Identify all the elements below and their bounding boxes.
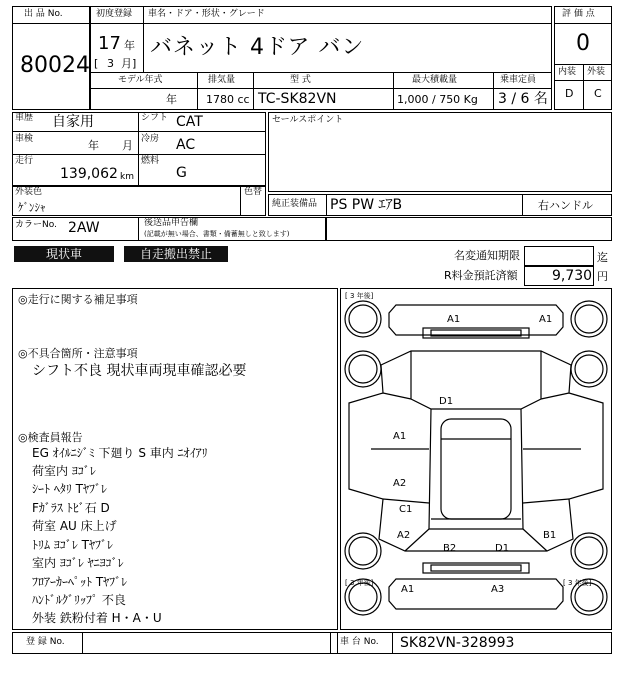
- exterior-grade: C: [594, 87, 602, 100]
- wheel-front-left: [345, 301, 381, 337]
- damage-mark-rear-bumper-left: A1: [401, 584, 415, 595]
- ac-value: AC: [176, 137, 196, 153]
- no-self-drive-badge: 自走搬出禁止: [124, 246, 228, 262]
- damage-mark-rear-bumper-center: A3: [491, 584, 505, 595]
- corner-label-bl: [ 3 年後]: [345, 579, 374, 587]
- lot-number: 80024: [20, 53, 90, 78]
- mileage-value: 139,062: [60, 166, 118, 182]
- inspector-label: ◎検査員報告: [18, 431, 83, 444]
- corner-label-br: [ 3 年後]: [563, 579, 592, 587]
- aftermarket-label: 後送品申告欄: [144, 218, 199, 228]
- inspection-label: 車検: [15, 134, 34, 144]
- lot-label: 出 品 No.: [24, 9, 63, 19]
- capacity-label: 乗車定員: [500, 75, 537, 85]
- type-label: 型 式: [290, 75, 311, 85]
- interior-label: 内装: [558, 67, 577, 77]
- damage-diagram: [340, 288, 612, 630]
- fuel-value: G: [176, 165, 187, 181]
- sales-point-label: セールスポイント: [272, 115, 344, 125]
- month-bracket-close: 月]: [121, 57, 137, 70]
- mileage-label: 走行: [15, 156, 34, 166]
- driving-label: ◎走行に関する補足事項: [18, 293, 138, 306]
- repaint-label: 色替: [244, 187, 263, 197]
- first-reg-year: 17: [98, 33, 121, 54]
- inspector-line: 荷室 AU 床上げ: [32, 519, 117, 533]
- color-value: ｹﾞﾝｼｬ: [18, 201, 46, 214]
- color-label: 外装色: [15, 187, 43, 197]
- inspector-line: Fｶﾞﾗｽ ﾄﾋﾞ石 D: [32, 501, 110, 515]
- history-label: 車歴: [15, 113, 34, 123]
- ac-label: 冷房: [141, 134, 160, 144]
- capacity-value: 3 / 6 名: [498, 91, 548, 107]
- corner-label-tl: [ 3 年後]: [345, 292, 374, 300]
- inspector-line: 荷室内 ﾖｺﾞﾚ: [32, 464, 96, 478]
- inspector-line: ﾊﾝﾄﾞﾙｸﾞﾘｯﾌﾟ 不良: [32, 593, 126, 607]
- max-load-value: 1,000 / 750 Kg: [397, 93, 478, 106]
- damage-mark-left-rear-c1: C1: [399, 504, 413, 515]
- year-unit: 年: [124, 39, 135, 52]
- chassis-value: SK82VN-328993: [400, 635, 515, 651]
- inspector-line: ﾌﾛｱｰｶｰﾍﾟｯﾄ Tﾔﾌﾞﾚ: [32, 575, 128, 589]
- score-value: 0: [576, 31, 590, 56]
- damage-mark-front-bumper-right: A1: [539, 314, 553, 325]
- defects-text: シフト不良 現状車両現車確認必要: [32, 363, 247, 379]
- car-name: バネット 4ドア バン: [150, 35, 365, 60]
- fuel-label: 燃料: [141, 156, 160, 166]
- first-reg-label: 初度登録: [96, 9, 133, 19]
- displacement-value: 1780 cc: [206, 93, 250, 106]
- month-bracket-open: [: [94, 57, 99, 70]
- max-load-label: 最大積載量: [412, 75, 458, 85]
- inspector-line: EG ｵｲﾙﾆｼﾞﾐ 下廻り S 車内 ﾆｵｲｱﾘ: [32, 446, 208, 460]
- chassis-label: 車 台 No.: [340, 637, 379, 647]
- inspector-line: 室内 ﾖｺﾞﾚ ﾔﾆﾖｺﾞﾚ: [32, 556, 124, 570]
- model-year-value: 年: [166, 93, 177, 106]
- color-no-value: 2AW: [68, 220, 100, 236]
- inspector-line: ﾄﾘﾑ ﾖｺﾞﾚ Tﾔﾌﾞﾚ: [32, 538, 113, 552]
- equipment-label: 純正装備品: [272, 199, 318, 209]
- exterior-label: 外装: [587, 67, 606, 77]
- inspector-line: ｼｰﾄ ﾍﾀﾘ Tﾔﾌﾞﾚ: [32, 482, 107, 496]
- color-no-label: カラーNo.: [15, 220, 57, 230]
- wheel-front-right: [571, 301, 607, 337]
- inspector-line: 外装 鉄粉付着 H・A・U: [32, 611, 162, 625]
- recycle-unit: 円: [597, 270, 608, 283]
- damage-mark-front-bumper-left: A1: [447, 314, 461, 325]
- first-reg-month: 3: [107, 57, 114, 70]
- history-value: 自家用: [52, 114, 94, 130]
- damage-mark-left-rear-a2: A2: [397, 530, 411, 541]
- recycle-label: R料金預託済額: [444, 269, 518, 282]
- equipment-value: PS PW ｴｱB: [330, 197, 403, 213]
- damage-mark-rear-right: D1: [495, 543, 510, 554]
- damage-mark-left-front: A1: [393, 431, 407, 442]
- displacement-label: 排気量: [208, 75, 236, 85]
- car-name-label: 車名・ドア・形状・グレード: [148, 9, 265, 19]
- shift-label: シフト: [141, 113, 169, 123]
- reg-no-label: 登 録 No.: [26, 637, 65, 647]
- type-value: TC-SK82VN: [258, 91, 337, 107]
- damage-mark-right-rear: B1: [543, 530, 557, 541]
- steering-value: 右ハンドル: [538, 199, 593, 212]
- damage-mark-windshield: D1: [439, 396, 454, 407]
- inspection-year: 年: [88, 139, 99, 152]
- name-change-unit: 迄: [597, 251, 608, 264]
- recycle-value: 9,730: [552, 268, 593, 284]
- aftermarket-note: (記載が無い場合、書類・備蓄無しと致します): [144, 230, 290, 238]
- damage-mark-left-mid: A2: [393, 478, 407, 489]
- name-change-label: 名変通知期限: [454, 249, 520, 262]
- inspection-month: 月: [122, 139, 133, 152]
- defects-label: ◎不具合箇所・注意事項: [18, 347, 138, 360]
- mileage-unit: km: [120, 172, 134, 182]
- score-label: 評 価 点: [562, 9, 595, 19]
- damage-mark-rear-left: B2: [443, 543, 457, 554]
- current-car-badge: 現状車: [14, 246, 114, 262]
- shift-value: CAT: [176, 114, 203, 130]
- model-year-label: モデル年式: [118, 75, 163, 85]
- interior-grade: D: [565, 87, 574, 100]
